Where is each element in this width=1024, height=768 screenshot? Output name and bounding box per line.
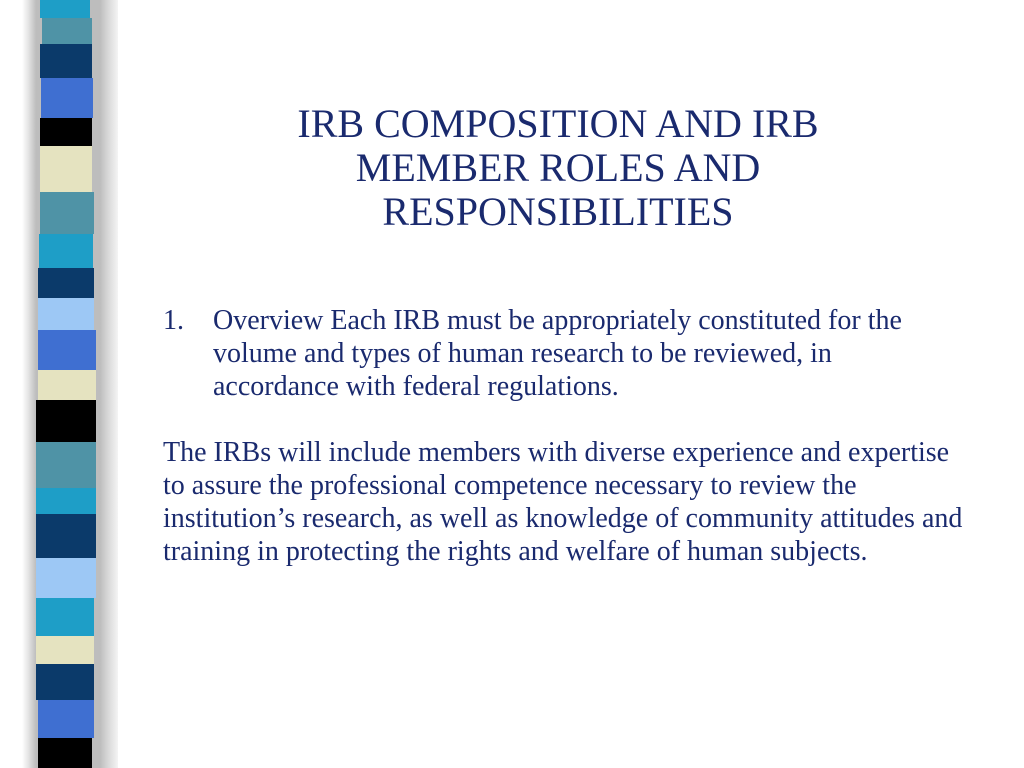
body-paragraph: The IRBs will include members with diverse experience and expertise to assure the professional competence necessary to review the institution’s research, as well as knowledge of community attitudes and training in protecting the rights and welfare of human subjects. (163, 437, 963, 567)
stripe-segment (41, 78, 93, 118)
stripe-segment (40, 44, 92, 78)
stripe-segment (36, 664, 94, 700)
stripe-segment (36, 514, 96, 558)
stripe-segment (36, 598, 94, 636)
title-line-2: MEMBER ROLES AND (355, 145, 761, 190)
stripe-segment (36, 636, 94, 664)
list-item-text: Overview Each IRB must be appropriately constituted for the volume and types of human research to be reviewed, in accordance with federal regulations. (213, 305, 902, 402)
stripe-segment (36, 558, 96, 598)
stripe-segment (38, 298, 94, 330)
stripe-segment (40, 146, 92, 192)
stripe-segment (38, 700, 94, 738)
list-item-number: 1. (163, 305, 184, 336)
stripe-segment (38, 330, 96, 370)
stripe-segment (42, 18, 92, 44)
stripe-segment (40, 118, 92, 146)
slide-title (180, 102, 936, 234)
stripe-segment (36, 442, 96, 488)
title-line-1: IRB COMPOSITION AND IRB (297, 101, 819, 146)
decorative-border (0, 0, 118, 768)
stripe-segment (36, 488, 96, 514)
stripe-segment (38, 370, 96, 400)
stripe-column (36, 0, 98, 768)
list-item (163, 304, 963, 403)
stripe-segment (40, 192, 94, 234)
title-line-3: RESPONSIBILITIES (382, 189, 734, 234)
stripe-segment (36, 400, 96, 442)
stripe-segment (38, 738, 92, 768)
slide-body (163, 304, 963, 568)
stripe-segment (40, 0, 90, 18)
stripe-segment (39, 234, 93, 268)
stripe-segment (38, 268, 94, 298)
